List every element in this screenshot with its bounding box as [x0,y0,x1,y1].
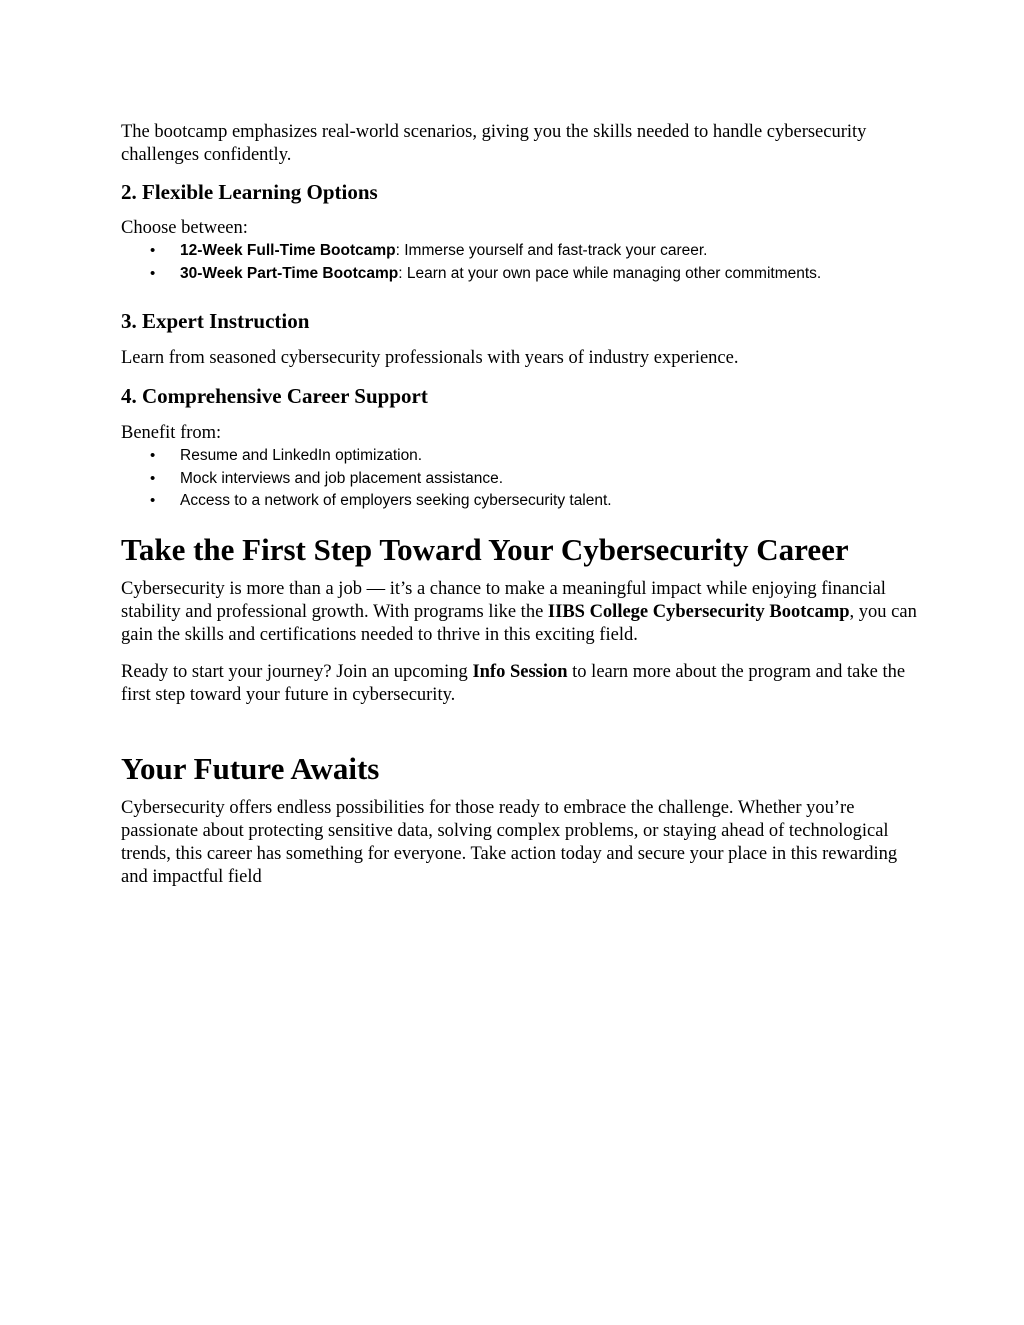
bootcamp-options-list [121,240,921,285]
future-awaits-heading: Your Future Awaits [121,750,380,786]
list-item [121,468,921,491]
choose-between-text: Choose between: [121,218,248,238]
intro-paragraph: The bootcamp emphasizes real-world scenarios, giving you the skills needed to handle cybersecurity challenges confidently. [121,122,867,165]
paragraph-text: Ready to start your journey? Join an upcoming [121,661,473,682]
expert-instruction-heading: 3. Expert Instruction [121,309,310,333]
info-session-emphasis: Info Session [472,661,568,682]
first-step-paragraph [121,578,921,647]
list-item [121,445,921,468]
document-page [121,121,921,889]
list-item-text: Resume and LinkedIn optimization. [180,447,423,464]
bullet-icon: • [150,469,156,487]
list-item-text: Mock interviews and job placement assistance. [180,469,504,487]
career-support-list [121,445,921,513]
program-name: IIBS College Cybersecurity Bootcamp [547,601,850,622]
option-description: : Immerse yourself and fast-track your career. [395,242,708,259]
info-session-paragraph [121,661,921,707]
first-step-heading: Take the First Step Toward Your Cybersecurity Career [121,531,849,567]
bullet-icon: • [150,492,156,509]
option-title: 30-Week Part-Time Bootcamp [180,264,399,282]
paragraph-text: Cybersecurity is more than a job — it’s a chance to make a meaningful impact while enjoying financial stability and professional growth. With programs like the [121,578,886,622]
bullet-icon: • [150,447,156,464]
paragraph-text: to learn more about the program and take the first step toward your future in cybersecurity. [121,661,906,705]
flexible-learning-heading: 2. Flexible Learning Options [121,180,378,204]
bullet-icon: • [150,264,156,282]
paragraph-text: , you can gain the skills and certifications needed to thrive in this exciting field. [121,601,917,645]
list-item [121,490,921,513]
list-item [121,240,921,263]
list-item [121,263,921,286]
list-item-text: Access to a network of employers seeking cybersecurity talent. [180,492,612,509]
option-title: 12-Week Full-Time Bootcamp [180,242,396,259]
bullet-icon: • [150,242,156,259]
option-description: : Learn at your own pace while managing other commitments. [398,264,822,282]
expert-instruction-text: Learn from seasoned cybersecurity professionals with years of industry experience. [121,348,739,368]
future-awaits-paragraph: Cybersecurity offers endless possibilities for those ready to embrace the challenge. Whether you’re passionate about protecting sensitive data, solving complex problems, or staying ahead of technological trends, this career has something for everyone. Take action today and secure your place in this rewarding and impactful field [121,797,898,887]
benefit-from-text: Benefit from: [121,423,222,443]
career-support-heading: 4. Comprehensive Career Support [121,384,428,408]
